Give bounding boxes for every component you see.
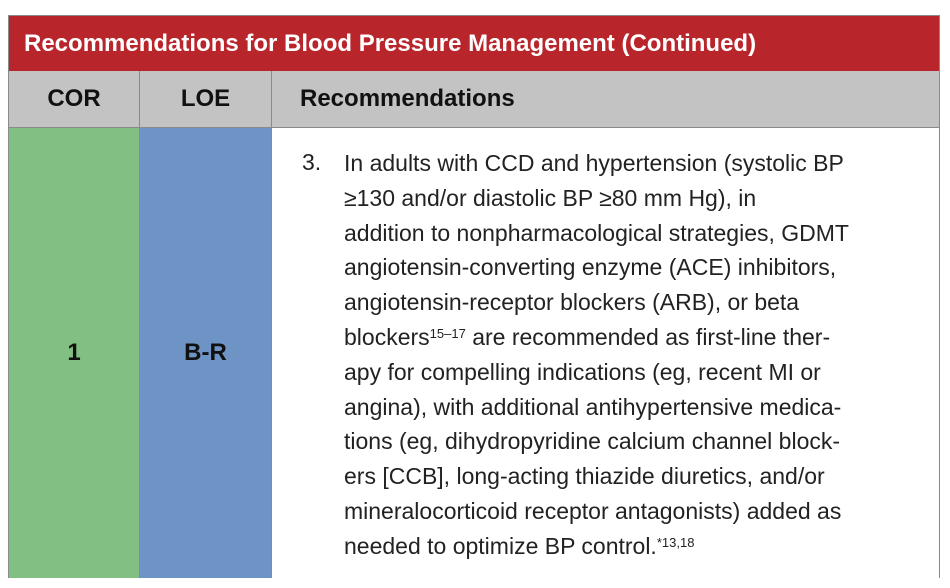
text-line: mineralocorticoid receptor antagonists) added as	[344, 497, 842, 524]
text-line: angiotensin-converting enzyme (ACE) inhibitors,	[344, 254, 837, 281]
table-title: Recommendations for Blood Pressure Management (Continued)	[9, 16, 939, 71]
header-recommendations: Recommendations	[300, 85, 515, 112]
cor-cell: 1	[9, 128, 140, 578]
recommendation-number: 3.	[302, 149, 322, 175]
text-line	[344, 529, 934, 564]
text-fragment: blockers	[344, 323, 430, 350]
header-row	[9, 71, 939, 128]
text-line: In adults with CCD and hypertension (systolic BP	[344, 150, 844, 176]
text-line: angina), with additional antihypertensive medica-	[344, 393, 842, 420]
text-line: angiotensin-receptor blockers (ARB), or beta	[344, 289, 800, 316]
citation-superscript: 15–17	[429, 325, 466, 341]
text-line: addition to nonpharmacological strategies, GDMT	[344, 219, 849, 246]
header-loe: LOE	[140, 71, 272, 127]
text-line: ers [CCB], long-acting thiazide diuretics, and/or	[344, 463, 825, 490]
text-fragment: are recommended as first-line ther-	[465, 323, 831, 350]
recommendations-table	[8, 15, 940, 578]
recommendation-text	[344, 146, 934, 564]
text-fragment: needed to optimize BP control.	[344, 532, 657, 559]
loe-cell: B-R	[140, 128, 272, 578]
text-line	[344, 320, 934, 355]
text-line: ≥130 and/or diastolic BP ≥80 mm Hg), in	[344, 184, 757, 211]
table-row	[9, 128, 939, 578]
citation-superscript: *13,18	[656, 534, 695, 550]
text-line: tions (eg, dihydropyridine calcium channel block-	[344, 428, 841, 455]
text-line: apy for compelling indications (eg, recent MI or	[344, 358, 821, 385]
header-cor: COR	[9, 71, 140, 127]
recommendation-cell	[272, 128, 939, 578]
